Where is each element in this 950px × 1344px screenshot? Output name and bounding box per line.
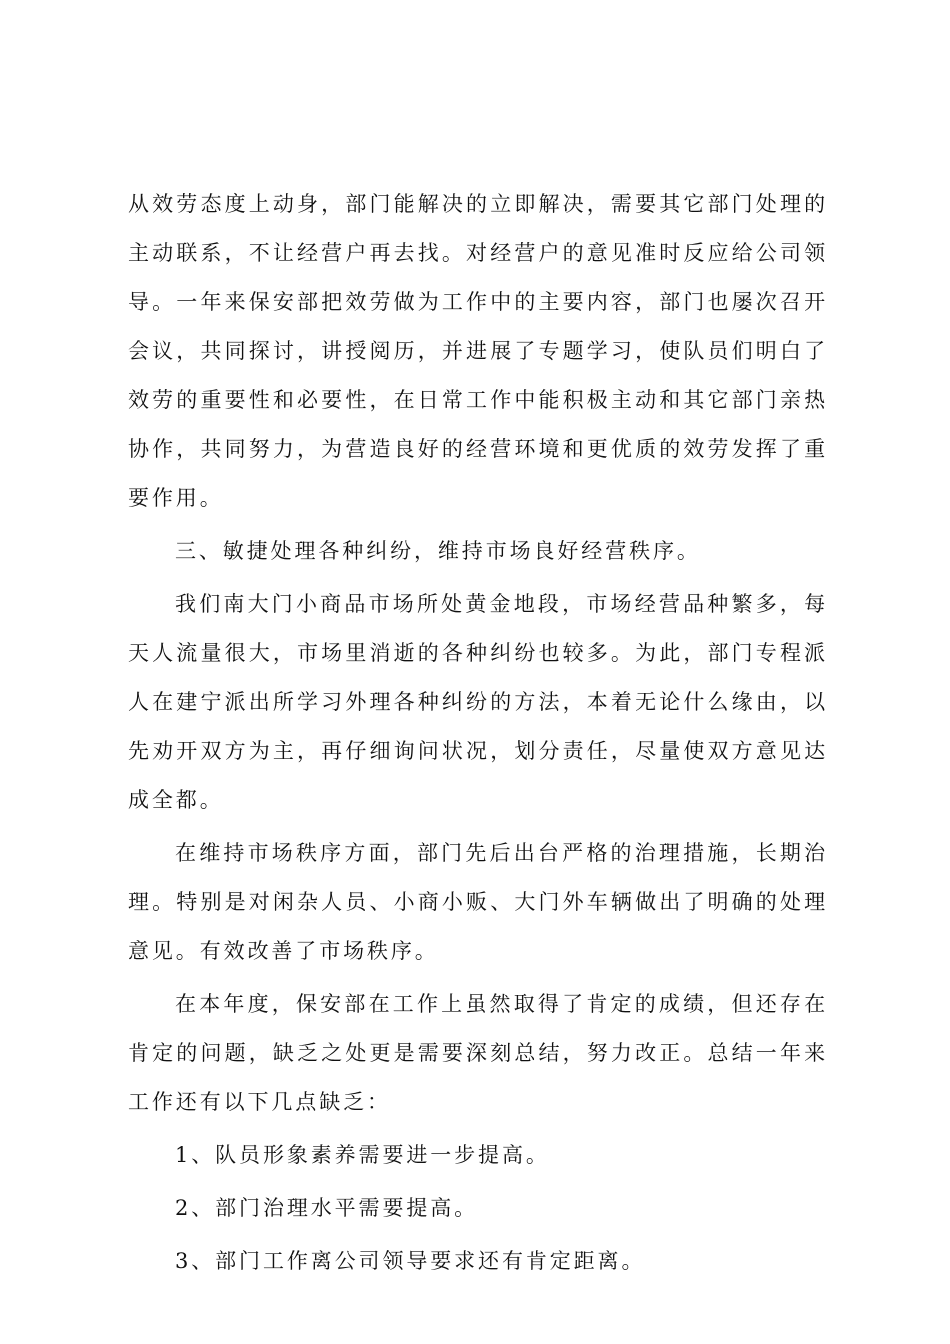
section-heading-disputes: 三、敏捷处理各种纠纷，维持市场良好经营秩序。 (175, 539, 701, 563)
paragraph-service-attitude: 从效劳态度上动身，部门能解决的立即解决，需要其它部门处理的主动联系，不让经营户再去找。对经营户的意见准时反应给公司领导。一年来保安部把效劳做为工作中的主要内容，部门也屡次召开会议，共同探讨，讲授阅历，并进展了专题学习，使队员们明白了效劳的重要性和必要性，在日常工作中能积极主动和其它部门亲热协作，共同努力，为营造良好的经营环境和更优质的效劳发挥了重要作用。 (128, 192, 828, 510)
paragraph-shortcomings: 在本年度，保安部在工作上虽然取得了肯定的成绩，但还存在肯定的问题，缺乏之处更是需要深刻总结，努力改正。总结一年来工作还有以下几点缺乏： (128, 992, 828, 1114)
list-item-shortcoming-2: 2、部门治理水平需要提高。 (175, 1196, 479, 1220)
list-item-shortcoming-3: 3、部门工作离公司领导要求还有肯定距离。 (175, 1249, 646, 1273)
document-body (128, 180, 828, 1290)
list-item-shortcoming-1: 1、队员形象素养需要进一步提高。 (175, 1143, 550, 1167)
paragraph-market-order: 在维持市场秩序方面，部门先后出台严格的治理措施，长期治理。特别是对闲杂人员、小商小贩、大门外车辆做出了明确的处理意见。有效改善了市场秩序。 (128, 841, 828, 963)
paragraph-market-disputes: 我们南大门小商品市场所处黄金地段，市场经营品种繁多，每天人流量很大，市场里消逝的各种纠纷也较多。为此，部门专程派人在建宁派出所学习外理各种纠纷的方法，本着无论什么缘由，以先劝开双方为主，再仔细询问状况，划分责任，尽量使双方意见达成全都。 (128, 592, 828, 812)
